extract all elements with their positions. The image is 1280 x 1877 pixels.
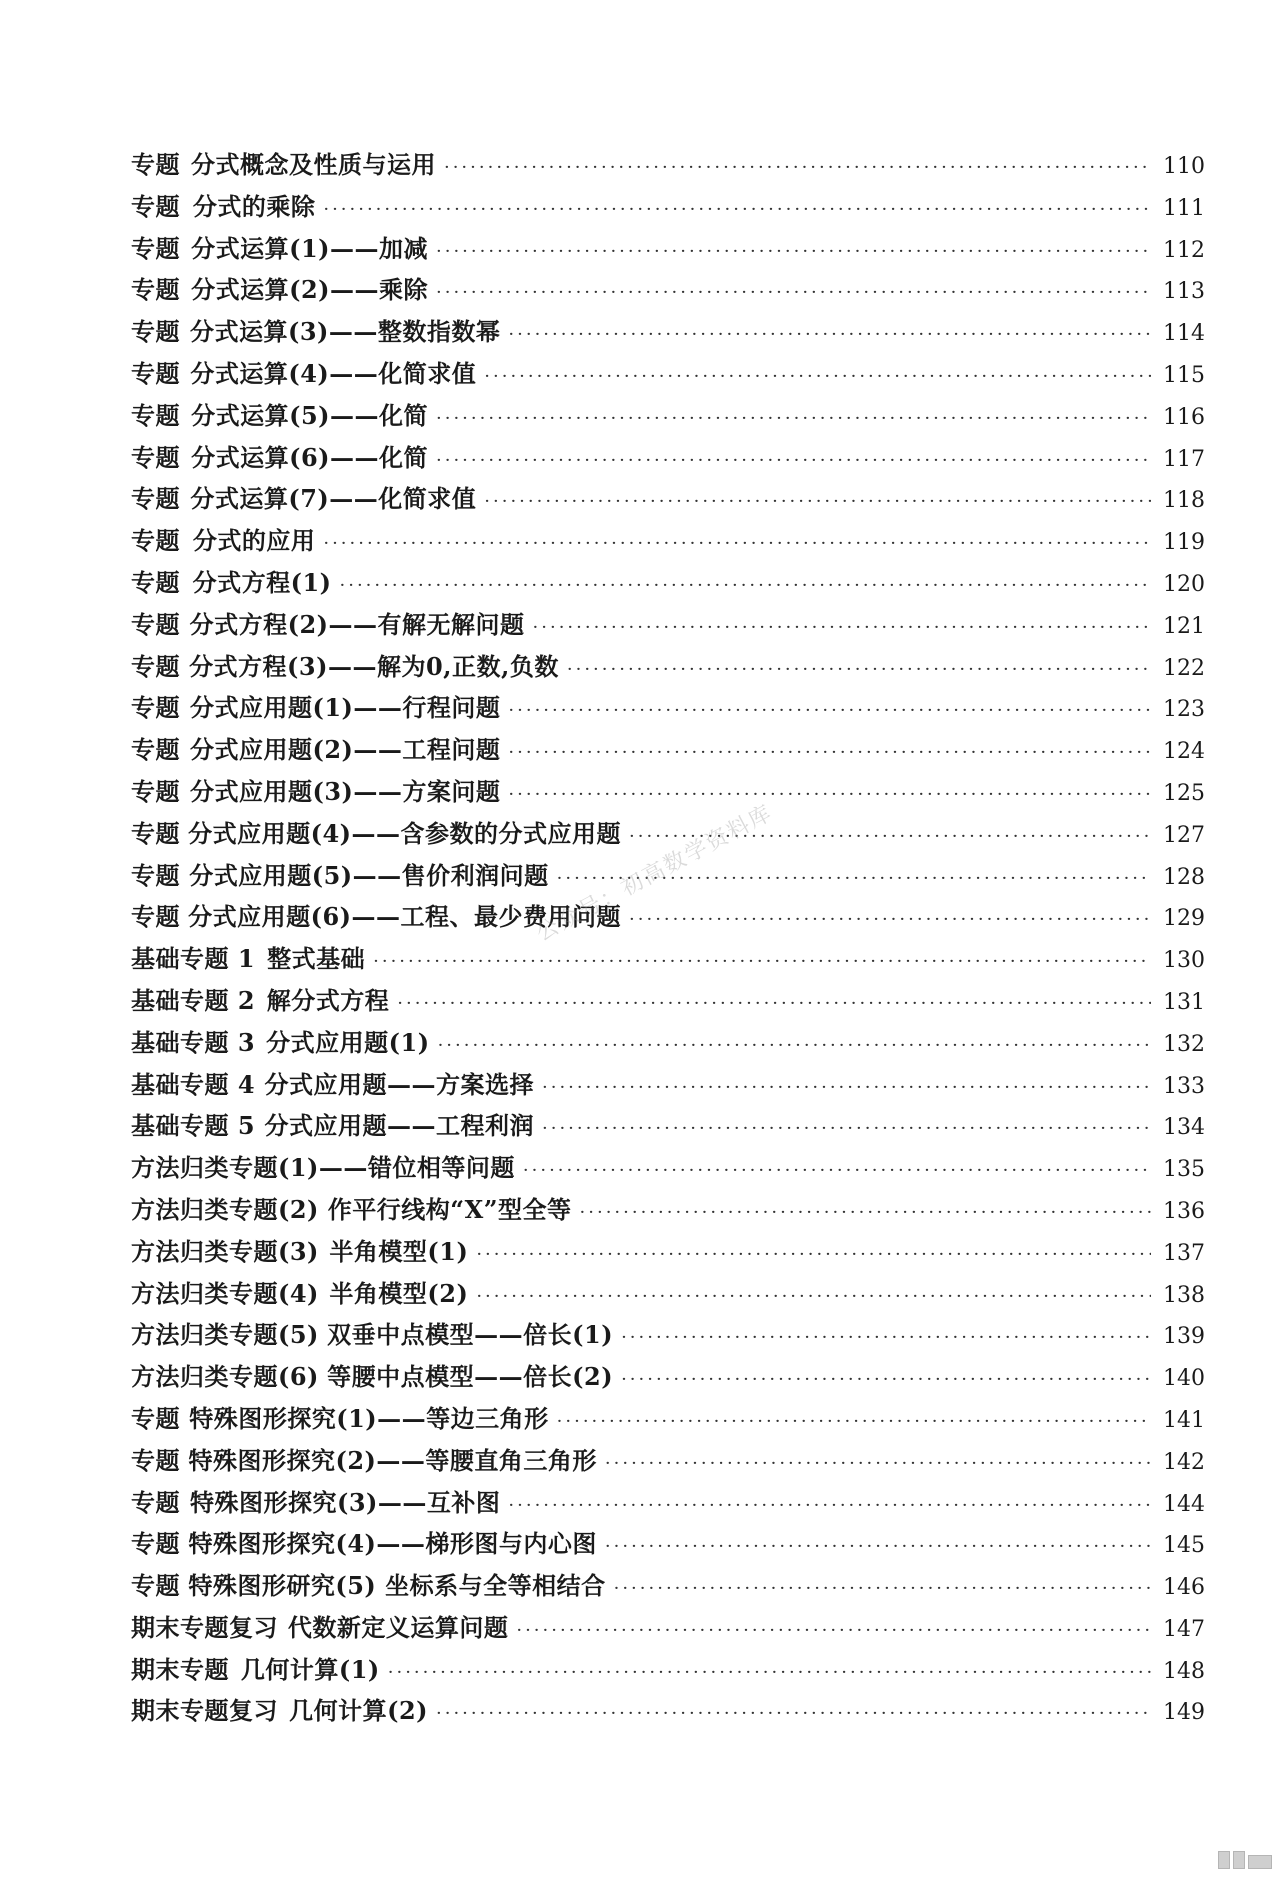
toc-entry-leader bbox=[621, 1317, 1151, 1359]
toc-entry-label: 方法归类专题(6) bbox=[131, 1362, 319, 1392]
toc-entry-title: 分式概念及性质与运用 bbox=[190, 150, 436, 179]
toc-entry-label: 方法归类专题(2) bbox=[131, 1194, 319, 1224]
toc-entry-page: 116 bbox=[1163, 404, 1205, 430]
toc-entry-label: 专题 bbox=[131, 902, 180, 932]
toc-entry-label: 专题 bbox=[131, 484, 180, 514]
toc-entry-page: 133 bbox=[1163, 1073, 1205, 1099]
toc-entry-title: 特殊图形探究(4)——梯形图与内心图 bbox=[188, 1529, 597, 1559]
toc-entry-page: 127 bbox=[1163, 822, 1205, 848]
toc-entry-page: 123 bbox=[1163, 697, 1205, 723]
toc-entry-page: 131 bbox=[1163, 989, 1205, 1015]
toc-entry-label: 方法归类专题(5) bbox=[131, 1320, 319, 1350]
toc-entry-label: 方法归类专题(1)——错位相等问题 bbox=[131, 1153, 515, 1183]
toc-entry-label: 专题 bbox=[131, 275, 180, 305]
toc-entry-page: 128 bbox=[1163, 864, 1205, 890]
toc-entry[interactable] bbox=[131, 646, 1205, 688]
toc-entry-leader bbox=[436, 440, 1151, 482]
toc-entry-label: 专题 bbox=[131, 860, 180, 890]
toc-entry-title: 分式方程(2)——有解无解问题 bbox=[189, 609, 525, 639]
toc-entry-leader bbox=[629, 816, 1151, 858]
toc-entry-label: 期末专题复习 bbox=[131, 1696, 278, 1726]
toc-entry-page: 111 bbox=[1163, 195, 1205, 221]
toc-entry-title: 特殊图形探究(3)——互补图 bbox=[189, 1487, 501, 1517]
toc-entry-page: 120 bbox=[1163, 571, 1205, 597]
toc-entry-leader bbox=[397, 983, 1151, 1025]
toc-entry-label: 期末专题 bbox=[131, 1654, 229, 1684]
toc-entry[interactable] bbox=[131, 687, 1205, 729]
toc-entry-title: 特殊图形探究(2)——等腰直角三角形 bbox=[188, 1445, 597, 1475]
table-of-contents bbox=[131, 144, 1205, 1732]
toc-entry-title: 分式运算(1)——加减 bbox=[191, 233, 429, 263]
toc-entry-leader bbox=[605, 1443, 1151, 1485]
toc-entry-label: 基础专题 4 bbox=[131, 1069, 256, 1099]
toc-entry-leader bbox=[373, 941, 1151, 983]
toc-entry-label: 基础专题 3 bbox=[131, 1027, 256, 1057]
toc-entry-title: 分式应用题(4)——含参数的分式应用题 bbox=[188, 818, 622, 848]
toc-entry-leader bbox=[476, 1276, 1151, 1318]
toc-entry-title: 分式应用题(2)——工程问题 bbox=[189, 735, 501, 765]
toc-entry-label: 专题 bbox=[131, 609, 180, 639]
toc-entry-title: 分式应用题——方案选择 bbox=[264, 1069, 535, 1099]
toc-entry-title: 分式应用题(1) bbox=[266, 1027, 430, 1057]
toc-entry-title: 双垂中点模型——倍长(1) bbox=[327, 1320, 614, 1350]
toc-entry-page: 146 bbox=[1163, 1575, 1205, 1601]
toc-entry-page: 137 bbox=[1163, 1240, 1205, 1266]
toc-entry-page: 140 bbox=[1163, 1366, 1205, 1392]
toc-entry-page: 113 bbox=[1163, 279, 1205, 305]
toc-entry-leader bbox=[605, 1526, 1151, 1568]
toc-entry-leader bbox=[508, 774, 1151, 816]
toc-entry-leader bbox=[436, 272, 1151, 314]
toc-entry[interactable] bbox=[131, 1440, 1205, 1482]
toc-entry-title: 作平行线构“X”型全等 bbox=[327, 1194, 572, 1224]
toc-entry-label: 专题 bbox=[131, 526, 180, 556]
toc-entry[interactable] bbox=[131, 144, 1205, 186]
toc-entry-leader bbox=[533, 607, 1151, 649]
toc-entry-leader bbox=[438, 1025, 1151, 1067]
toc-entry-title: 分式方程(1) bbox=[192, 567, 332, 597]
toc-entry-leader bbox=[508, 314, 1151, 356]
toc-entry-page: 132 bbox=[1163, 1031, 1205, 1057]
toc-entry-leader bbox=[436, 231, 1151, 273]
toc-entry[interactable] bbox=[131, 520, 1205, 562]
toc-entry-page: 136 bbox=[1163, 1198, 1205, 1224]
toc-entry-label: 专题 bbox=[131, 567, 180, 597]
toc-entry-page: 142 bbox=[1163, 1449, 1205, 1475]
toc-entry[interactable] bbox=[131, 1064, 1205, 1106]
toc-entry-title: 几何计算(2) bbox=[289, 1696, 429, 1726]
toc-entry-title: 解分式方程 bbox=[266, 985, 390, 1015]
toc-entry-label: 专题 bbox=[131, 191, 180, 221]
toc-entry-label: 专题 bbox=[131, 1571, 180, 1601]
toc-entry[interactable] bbox=[131, 1398, 1205, 1440]
toc-entry-label: 专题 bbox=[131, 735, 180, 765]
toc-entry-title: 分式运算(7)——化简求值 bbox=[190, 484, 477, 514]
toc-entry-page: 147 bbox=[1163, 1616, 1205, 1642]
toc-entry-title: 特殊图形探究(1)——等边三角形 bbox=[189, 1403, 549, 1433]
toc-entry[interactable] bbox=[131, 729, 1205, 771]
toc-entry-page: 112 bbox=[1163, 237, 1205, 263]
toc-entry-label: 方法归类专题(3) bbox=[131, 1236, 319, 1266]
toc-entry-page: 121 bbox=[1163, 613, 1205, 639]
toc-entry-page: 139 bbox=[1163, 1324, 1205, 1350]
toc-entry-page: 134 bbox=[1163, 1115, 1205, 1141]
toc-entry-title: 分式运算(6)——化简 bbox=[191, 442, 429, 472]
toc-entry[interactable] bbox=[131, 1189, 1205, 1231]
toc-entry-label: 专题 bbox=[131, 1529, 180, 1559]
toc-entry-title: 分式应用题(5)——售价利润问题 bbox=[189, 860, 549, 890]
toc-entry-page: 148 bbox=[1163, 1658, 1205, 1684]
toc-entry-page: 130 bbox=[1163, 948, 1205, 974]
toc-entry[interactable] bbox=[131, 353, 1205, 395]
toc-entry-title: 分式应用题——工程利润 bbox=[264, 1111, 535, 1141]
toc-entry[interactable] bbox=[131, 1314, 1205, 1356]
toc-entry-label: 专题 bbox=[131, 651, 180, 681]
toc-entry-page: 144 bbox=[1163, 1491, 1205, 1517]
toc-entry-page: 145 bbox=[1163, 1533, 1205, 1559]
toc-entry-title: 分式运算(4)——化简求值 bbox=[190, 358, 477, 388]
toc-entry[interactable] bbox=[131, 311, 1205, 353]
toc-entry[interactable] bbox=[131, 1482, 1205, 1524]
toc-entry-label: 专题 bbox=[131, 150, 180, 179]
toc-entry-page: 118 bbox=[1163, 488, 1205, 514]
toc-entry[interactable] bbox=[131, 896, 1205, 938]
toc-entry-page: 119 bbox=[1163, 530, 1205, 556]
toc-entry-page: 122 bbox=[1163, 655, 1205, 681]
toc-entry-page: 129 bbox=[1163, 906, 1205, 932]
toc-entry-leader bbox=[508, 1485, 1151, 1527]
toc-entry-page: 110 bbox=[1163, 154, 1205, 179]
toc-entry-leader bbox=[614, 1568, 1151, 1610]
toc-entry-title: 分式方程(3)——解为0,正数,负数 bbox=[189, 651, 559, 681]
toc-entry[interactable] bbox=[131, 1649, 1205, 1691]
toc-entry-page: 115 bbox=[1163, 362, 1205, 388]
toc-entry-leader bbox=[557, 858, 1151, 900]
toc-entry[interactable] bbox=[131, 1147, 1205, 1189]
corner-mark-icon bbox=[1218, 1851, 1272, 1869]
toc-entry-page: 135 bbox=[1163, 1157, 1205, 1183]
toc-entry-leader bbox=[621, 1359, 1151, 1401]
toc-entry[interactable] bbox=[131, 186, 1205, 228]
toc-entry-leader bbox=[484, 481, 1151, 523]
toc-entry[interactable] bbox=[131, 1105, 1205, 1147]
toc-entry-leader bbox=[444, 147, 1151, 189]
toc-entry-leader bbox=[323, 189, 1151, 231]
toc-entry-label: 基础专题 5 bbox=[131, 1111, 256, 1141]
toc-entry-label: 期末专题复习 bbox=[131, 1612, 278, 1642]
toc-entry[interactable] bbox=[131, 1523, 1205, 1565]
toc-entry-label: 专题 bbox=[131, 818, 180, 848]
toc-entry-title: 分式运算(5)——化简 bbox=[191, 400, 429, 430]
toc-entry-title: 分式运算(2)——乘除 bbox=[191, 275, 429, 305]
toc-entry-leader bbox=[508, 732, 1151, 774]
toc-entry-title: 分式应用题(3)——方案问题 bbox=[189, 776, 501, 806]
toc-entry-leader bbox=[542, 1067, 1151, 1109]
toc-entry-page: 125 bbox=[1163, 780, 1205, 806]
toc-entry-label: 专题 bbox=[131, 1403, 180, 1433]
toc-entry[interactable] bbox=[131, 1690, 1205, 1732]
toc-entry[interactable] bbox=[131, 1356, 1205, 1398]
toc-entry-title: 整式基础 bbox=[267, 944, 366, 974]
toc-entry[interactable] bbox=[131, 1022, 1205, 1064]
toc-entry[interactable] bbox=[131, 1565, 1205, 1607]
toc-entry-leader bbox=[523, 1150, 1151, 1192]
toc-entry-label: 专题 bbox=[131, 400, 180, 430]
toc-entry[interactable] bbox=[131, 813, 1205, 855]
toc-entry[interactable] bbox=[131, 855, 1205, 897]
toc-entry-label: 专题 bbox=[131, 317, 180, 347]
toc-entry[interactable] bbox=[131, 478, 1205, 520]
toc-entry-label: 基础专题 1 bbox=[131, 944, 256, 974]
toc-entry[interactable] bbox=[131, 269, 1205, 311]
toc-entry-page: 149 bbox=[1163, 1700, 1205, 1726]
toc-entry-title: 分式的乘除 bbox=[192, 191, 316, 221]
toc-entry[interactable] bbox=[131, 604, 1205, 646]
toc-entry-title: 等腰中点模型——倍长(2) bbox=[327, 1362, 614, 1392]
toc-entry-page: 141 bbox=[1163, 1407, 1205, 1433]
toc-entry-title: 几何计算(1) bbox=[240, 1654, 380, 1684]
toc-entry[interactable] bbox=[131, 228, 1205, 270]
toc-entry-leader bbox=[516, 1610, 1151, 1652]
toc-entry[interactable] bbox=[131, 938, 1205, 980]
toc-entry-title: 半角模型(2) bbox=[329, 1278, 469, 1308]
toc-entry-page: 124 bbox=[1163, 739, 1205, 765]
toc-entry-title: 半角模型(1) bbox=[329, 1236, 469, 1266]
toc-entry-label: 专题 bbox=[131, 233, 180, 263]
toc-entry-label: 专题 bbox=[131, 776, 180, 806]
toc-entry-leader bbox=[323, 523, 1151, 565]
toc-entry-title: 分式运算(3)——整数指数幂 bbox=[189, 317, 501, 347]
toc-entry[interactable] bbox=[131, 395, 1205, 437]
toc-entry-label: 专题 bbox=[131, 442, 180, 472]
toc-entry[interactable] bbox=[131, 562, 1205, 604]
toc-entry-label: 专题 bbox=[131, 358, 180, 388]
watermark: 公众号：初高数学资料库 bbox=[532, 800, 778, 947]
toc-entry[interactable] bbox=[131, 437, 1205, 479]
toc-entry-page: 138 bbox=[1163, 1282, 1205, 1308]
toc-entry-leader bbox=[508, 690, 1151, 732]
toc-entry-leader bbox=[388, 1652, 1151, 1694]
toc-entry-leader bbox=[436, 1693, 1151, 1735]
toc-entry-page: 117 bbox=[1163, 446, 1205, 472]
toc-entry-leader bbox=[436, 398, 1151, 440]
toc-entry[interactable] bbox=[131, 980, 1205, 1022]
toc-entry-leader bbox=[542, 1108, 1151, 1150]
toc-entry[interactable] bbox=[131, 771, 1205, 813]
toc-entry-leader bbox=[557, 1401, 1151, 1443]
toc-entry-title: 分式的应用 bbox=[192, 526, 316, 556]
toc-entry-leader bbox=[567, 649, 1151, 691]
toc-entry-label: 基础专题 2 bbox=[131, 985, 256, 1015]
toc-entry-label: 专题 bbox=[131, 1487, 180, 1517]
toc-entry[interactable] bbox=[131, 1607, 1205, 1649]
toc-entry[interactable] bbox=[131, 1273, 1205, 1315]
toc-entry-title: 分式应用题(6)——工程、最少费用问题 bbox=[188, 902, 622, 932]
toc-entry-leader bbox=[476, 1234, 1151, 1276]
toc-entry-label: 专题 bbox=[131, 1445, 180, 1475]
toc-entry-leader bbox=[580, 1192, 1151, 1234]
toc-entry-label: 方法归类专题(4) bbox=[131, 1278, 319, 1308]
toc-entry-title: 特殊图形研究(5) 坐标系与全等相结合 bbox=[188, 1571, 606, 1601]
toc-entry-label: 专题 bbox=[131, 693, 180, 723]
toc-entry-title: 代数新定义运算问题 bbox=[287, 1612, 509, 1642]
toc-entry[interactable] bbox=[131, 1231, 1205, 1273]
toc-entry-title: 分式应用题(1)——行程问题 bbox=[189, 693, 501, 723]
toc-entry-leader bbox=[629, 899, 1151, 941]
toc-entry-leader bbox=[340, 565, 1151, 607]
toc-entry-page: 114 bbox=[1163, 321, 1205, 347]
toc-entry-leader bbox=[484, 356, 1151, 398]
